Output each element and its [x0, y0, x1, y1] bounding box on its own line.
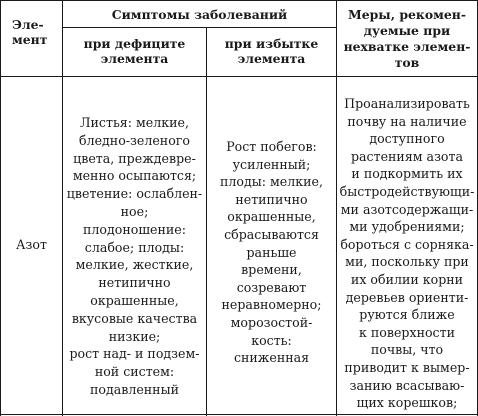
header-deficit-line: элемента	[100, 51, 169, 66]
header-excess	[207, 36, 336, 66]
measures-line: деревьев ориенти-	[345, 289, 469, 305]
rule-symptoms-sub	[62, 27, 336, 28]
header-excess-line: при избытке	[224, 36, 319, 51]
measures-line: ми удобрениями;	[349, 219, 465, 235]
deficit-line: цвета, преждевре-	[73, 150, 196, 166]
excess-line: сниженная	[233, 350, 310, 366]
header-element	[12, 17, 60, 47]
measures-line: Проанализировать	[344, 96, 470, 111]
excess-line: сбрасываются	[224, 226, 319, 242]
excess-line: нетипично	[235, 191, 308, 207]
rule-top	[0, 0, 478, 1]
deficit-line: слабое; плоды:	[84, 239, 185, 255]
measures-line: доступного	[369, 131, 445, 147]
row-element-label: Азот	[16, 237, 47, 252]
header-symptoms	[63, 7, 336, 22]
deficit-line: менно осыпаются;	[72, 168, 197, 184]
rule-left	[0, 0, 1, 416]
deficit-line: Листья: мелкие,	[80, 115, 189, 130]
excess-line: морозостой-	[230, 314, 313, 330]
deficit-line: нетипично	[98, 275, 171, 291]
deficit-line: ное;	[120, 203, 149, 219]
deficit-line: бледно-зеленого	[79, 132, 190, 148]
excess-line: усиленный;	[232, 156, 311, 172]
deficit-line: вкусовые качества	[71, 310, 198, 326]
header-measures-line: нехватке элемен-	[343, 39, 471, 54]
measures-line: их обилии корни	[350, 271, 464, 287]
header-symptoms-label: Симптомы заболеваний	[111, 7, 288, 22]
header-element-line: Эле-	[12, 17, 44, 32]
header-measures-line: Меры, рекомен-	[348, 7, 466, 22]
excess-line: созревают	[236, 279, 307, 295]
excess-line: Рост побегов:	[226, 139, 317, 154]
measures-line: к поверхности	[359, 324, 455, 340]
row-element	[1, 236, 62, 253]
header-deficit	[63, 36, 206, 66]
deficit-line: ной систем:	[94, 364, 175, 380]
rule-header-bottom	[0, 76, 478, 77]
excess-line: плоды: мелкие,	[220, 174, 323, 190]
measures-line: занию всасываю-	[349, 377, 465, 393]
measures-line: приводит к вымер-	[344, 359, 470, 375]
header-deficit-line: при дефиците	[83, 36, 186, 51]
excess-line: раньше	[246, 244, 297, 260]
measures-line: бороться с сорняка-	[340, 236, 474, 252]
excess-line: кость:	[251, 332, 292, 348]
excess-line: времени,	[241, 262, 302, 278]
excess-line: неравномерно;	[221, 297, 322, 313]
measures-line: быстродействующи-	[339, 183, 475, 199]
deficit-line: цветение: ослаблен-	[66, 186, 203, 202]
header-excess-line: элемента	[237, 51, 306, 66]
measures-line: растениям азота	[350, 148, 463, 164]
deficit-line: мелкие, жесткие,	[75, 257, 194, 273]
measures-line: и подкормить их	[351, 166, 463, 182]
deficit-line: низкие;	[108, 328, 161, 344]
header-measures-line: дуемые при	[363, 23, 451, 38]
deficit-line: подавленный	[90, 381, 179, 397]
measures-line: почвы, что	[370, 342, 444, 358]
header-measures-line: тов	[394, 55, 420, 70]
rule-bottom	[0, 414, 478, 415]
deficit-line: плодоношение:	[83, 221, 186, 237]
header-element-line: мент	[12, 32, 48, 47]
measures-line: почву на наличие	[347, 113, 467, 129]
measures-line: руются ближе	[359, 307, 455, 323]
deficit-line: рост над- и подзем-	[69, 346, 200, 362]
measures-line: щих корешков;	[356, 395, 458, 411]
row-deficit	[63, 114, 206, 399]
row-excess	[207, 138, 336, 367]
measures-line: ми азотсодержащи-	[340, 201, 474, 217]
row-measures	[337, 95, 477, 412]
deficit-line: окрашенные,	[90, 292, 179, 308]
excess-line: окрашенные,	[227, 209, 316, 225]
header-measures	[337, 7, 477, 71]
measures-line: ми, поскольку при	[345, 254, 469, 270]
